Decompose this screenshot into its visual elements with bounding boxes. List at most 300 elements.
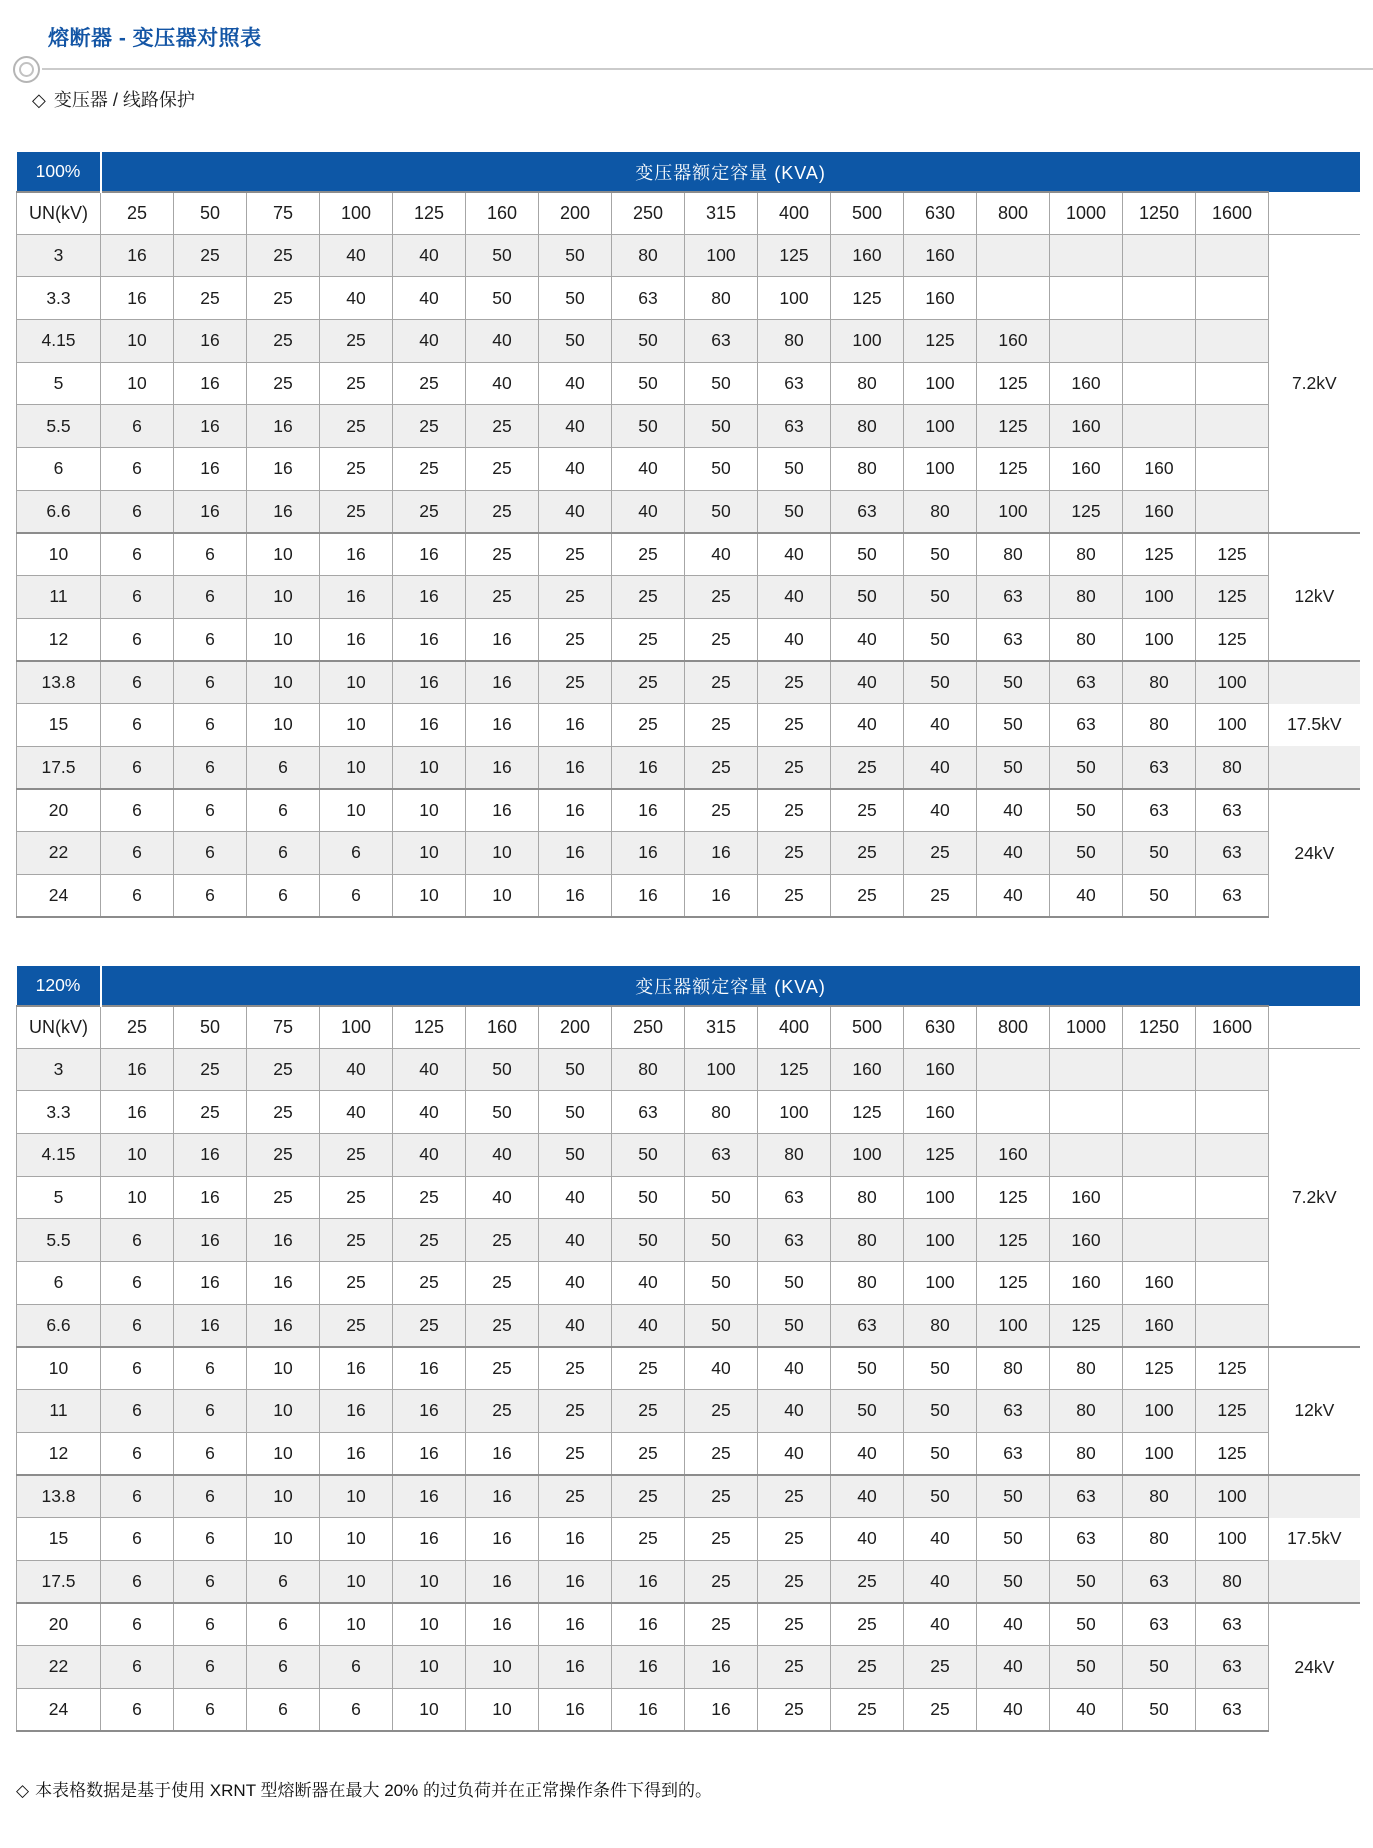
fuse-rating-cell: 16 xyxy=(393,533,466,576)
fuse-rating-cell: 50 xyxy=(1123,1646,1196,1689)
fuse-rating-cell: 50 xyxy=(685,490,758,533)
fuse-rating-cell: 100 xyxy=(758,277,831,320)
fuse-rating-cell: 6 xyxy=(101,533,174,576)
kva-column-header: 250 xyxy=(612,192,685,234)
fuse-rating-cell: 50 xyxy=(685,362,758,405)
fuse-rating-cell: 50 xyxy=(539,277,612,320)
fuse-rating-cell: 50 xyxy=(539,319,612,362)
table-row xyxy=(17,618,1360,661)
fuse-rating-cell: 16 xyxy=(101,1048,174,1091)
fuse-rating-cell: 40 xyxy=(393,1091,466,1134)
un-value: 11 xyxy=(17,1390,101,1433)
voltage-class-cell xyxy=(1269,1475,1360,1603)
fuse-rating-cell: 6 xyxy=(101,618,174,661)
fuse-rating-cell: 25 xyxy=(393,405,466,448)
kva-column-header: 1000 xyxy=(1050,1006,1123,1048)
fuse-rating-cell: 16 xyxy=(393,1347,466,1390)
fuse-rating-cell: 16 xyxy=(539,1688,612,1731)
fuse-rating-cell: 100 xyxy=(1123,576,1196,619)
fuse-rating-cell: 16 xyxy=(539,832,612,875)
fuse-rating-cell: 50 xyxy=(904,1347,977,1390)
fuse-rating-cell: 40 xyxy=(831,704,904,747)
un-value: 5.5 xyxy=(17,405,101,448)
fuse-rating-cell: 10 xyxy=(393,1603,466,1646)
fuse-rating-cell: 160 xyxy=(1123,1261,1196,1304)
un-value: 20 xyxy=(17,1603,101,1646)
fuse-rating-cell: 25 xyxy=(758,1603,831,1646)
fuse-transformer-table xyxy=(16,966,1360,1732)
fuse-rating-cell: 63 xyxy=(758,1176,831,1219)
fuse-rating-cell: 63 xyxy=(1196,874,1269,917)
fuse-rating-cell: 25 xyxy=(466,1261,539,1304)
fuse-rating-cell: 63 xyxy=(758,1219,831,1262)
fuse-rating-cell: 125 xyxy=(1196,533,1269,576)
percent-cell: 120% xyxy=(17,966,101,1006)
kva-column-header: 100 xyxy=(320,1006,393,1048)
fuse-rating-cell: 25 xyxy=(612,1475,685,1518)
fuse-rating-cell: 125 xyxy=(977,1176,1050,1219)
fuse-rating-cell xyxy=(1196,1261,1269,1304)
fuse-rating-cell: 125 xyxy=(1123,533,1196,576)
fuse-rating-cell: 16 xyxy=(247,447,320,490)
fuse-rating-cell: 100 xyxy=(1196,661,1269,704)
fuse-rating-cell: 40 xyxy=(393,277,466,320)
table-row xyxy=(17,490,1360,533)
fuse-rating-cell xyxy=(1123,1176,1196,1219)
fuse-rating-cell: 50 xyxy=(1050,832,1123,875)
fuse-rating-cell xyxy=(1123,319,1196,362)
fuse-rating-cell: 50 xyxy=(977,1475,1050,1518)
fuse-rating-cell: 25 xyxy=(393,1304,466,1347)
fuse-rating-cell: 63 xyxy=(1050,661,1123,704)
un-value: 12 xyxy=(17,1432,101,1475)
fuse-rating-cell: 6 xyxy=(247,832,320,875)
fuse-rating-cell: 16 xyxy=(174,362,247,405)
fuse-rating-cell: 6 xyxy=(101,789,174,832)
fuse-rating-cell: 6 xyxy=(320,1646,393,1689)
fuse-rating-cell: 40 xyxy=(831,618,904,661)
un-value: 3.3 xyxy=(17,1091,101,1134)
table-row xyxy=(17,1219,1360,1262)
fuse-rating-cell: 50 xyxy=(1123,874,1196,917)
fuse-rating-cell: 16 xyxy=(247,1304,320,1347)
kva-column-header: 160 xyxy=(466,192,539,234)
fuse-rating-cell: 125 xyxy=(1196,576,1269,619)
fuse-rating-cell: 40 xyxy=(393,1133,466,1176)
kva-column-header: 800 xyxy=(977,1006,1050,1048)
fuse-rating-cell: 10 xyxy=(101,1176,174,1219)
fuse-rating-cell: 10 xyxy=(247,618,320,661)
fuse-rating-cell: 40 xyxy=(612,1304,685,1347)
fuse-rating-cell: 16 xyxy=(612,746,685,789)
fuse-rating-cell: 50 xyxy=(1123,1688,1196,1731)
fuse-rating-cell: 63 xyxy=(1050,704,1123,747)
fuse-rating-cell: 25 xyxy=(758,1560,831,1603)
fuse-rating-cell: 25 xyxy=(685,789,758,832)
fuse-rating-cell: 125 xyxy=(1050,490,1123,533)
fuse-rating-cell: 50 xyxy=(1050,1603,1123,1646)
fuse-rating-cell: 25 xyxy=(612,1347,685,1390)
fuse-rating-cell: 25 xyxy=(320,1304,393,1347)
fuse-rating-cell: 6 xyxy=(174,576,247,619)
fuse-rating-cell: 6 xyxy=(101,1688,174,1731)
fuse-rating-cell: 50 xyxy=(758,1261,831,1304)
fuse-rating-cell: 80 xyxy=(831,447,904,490)
table-row xyxy=(17,362,1360,405)
fuse-rating-cell: 25 xyxy=(831,1603,904,1646)
table-row xyxy=(17,789,1360,832)
fuse-rating-cell: 160 xyxy=(831,1048,904,1091)
fuse-rating-cell: 50 xyxy=(1050,789,1123,832)
fuse-rating-cell: 50 xyxy=(977,746,1050,789)
fuse-rating-cell: 6 xyxy=(174,1475,247,1518)
fuse-rating-cell: 40 xyxy=(539,405,612,448)
fuse-rating-cell: 80 xyxy=(1123,704,1196,747)
fuse-rating-cell: 50 xyxy=(904,661,977,704)
fuse-rating-cell: 160 xyxy=(904,234,977,277)
fuse-rating-cell: 16 xyxy=(393,1475,466,1518)
table-row xyxy=(17,1688,1360,1731)
fuse-rating-cell xyxy=(977,234,1050,277)
fuse-rating-cell: 50 xyxy=(612,1133,685,1176)
fuse-rating-cell: 6 xyxy=(320,874,393,917)
fuse-rating-cell: 40 xyxy=(466,1133,539,1176)
fuse-rating-cell: 16 xyxy=(320,576,393,619)
fuse-rating-cell: 50 xyxy=(466,234,539,277)
fuse-rating-cell: 40 xyxy=(831,661,904,704)
fuse-rating-cell: 80 xyxy=(977,533,1050,576)
voltage-class-label: 12kV xyxy=(1294,1400,1335,1421)
fuse-rating-cell xyxy=(1196,277,1269,320)
voltage-class-label: 12kV xyxy=(1294,586,1335,607)
fuse-rating-cell: 63 xyxy=(831,490,904,533)
fuse-rating-cell: 25 xyxy=(612,704,685,747)
fuse-rating-cell: 25 xyxy=(539,533,612,576)
fuse-rating-cell: 80 xyxy=(612,234,685,277)
fuse-rating-cell: 10 xyxy=(247,533,320,576)
fuse-rating-cell: 16 xyxy=(174,1261,247,1304)
fuse-rating-cell: 125 xyxy=(831,277,904,320)
fuse-rating-cell xyxy=(1123,234,1196,277)
fuse-transformer-table xyxy=(16,152,1360,918)
fuse-rating-cell: 16 xyxy=(539,789,612,832)
voltage-class-label: 17.5kV xyxy=(1287,714,1342,735)
fuse-rating-cell: 125 xyxy=(1196,1347,1269,1390)
fuse-rating-cell: 25 xyxy=(247,1133,320,1176)
fuse-rating-cell: 125 xyxy=(904,319,977,362)
kva-column-header: 100 xyxy=(320,192,393,234)
section-subtitle-text: 变压器 / 线路保护 xyxy=(53,90,195,110)
fuse-rating-cell: 25 xyxy=(393,447,466,490)
table-row xyxy=(17,1091,1360,1134)
table-row xyxy=(17,1518,1360,1561)
un-value: 15 xyxy=(17,704,101,747)
fuse-rating-cell: 25 xyxy=(685,1390,758,1433)
fuse-rating-cell: 25 xyxy=(393,1261,466,1304)
fuse-rating-cell: 50 xyxy=(466,1091,539,1134)
fuse-rating-cell: 25 xyxy=(174,277,247,320)
fuse-rating-cell xyxy=(1123,277,1196,320)
fuse-rating-cell: 16 xyxy=(393,1432,466,1475)
table-row xyxy=(17,1475,1360,1518)
fuse-rating-cell: 25 xyxy=(539,1432,612,1475)
fuse-rating-cell xyxy=(1050,234,1123,277)
fuse-rating-cell: 40 xyxy=(758,1432,831,1475)
fuse-rating-cell: 6 xyxy=(101,1646,174,1689)
fuse-rating-cell: 16 xyxy=(247,490,320,533)
un-value: 5 xyxy=(17,362,101,405)
fuse-rating-cell: 80 xyxy=(831,405,904,448)
voltage-class-cell xyxy=(1269,661,1360,789)
fuse-rating-cell: 80 xyxy=(1050,576,1123,619)
voltage-class-label: 24kV xyxy=(1294,842,1335,863)
fuse-rating-cell: 50 xyxy=(685,1304,758,1347)
fuse-rating-cell xyxy=(1050,1133,1123,1176)
fuse-rating-cell: 25 xyxy=(612,533,685,576)
fuse-rating-cell: 16 xyxy=(466,746,539,789)
kva-column-header: 400 xyxy=(758,192,831,234)
fuse-rating-cell: 50 xyxy=(831,1390,904,1433)
fuse-rating-cell: 40 xyxy=(539,362,612,405)
fuse-rating-cell: 10 xyxy=(466,832,539,875)
fuse-rating-cell: 50 xyxy=(466,277,539,320)
fuse-rating-cell xyxy=(1196,1304,1269,1347)
fuse-rating-cell: 25 xyxy=(247,277,320,320)
fuse-rating-cell: 40 xyxy=(685,533,758,576)
kva-column-header: 500 xyxy=(831,1006,904,1048)
kva-column-header: 315 xyxy=(685,1006,758,1048)
fuse-rating-cell: 80 xyxy=(904,1304,977,1347)
fuse-rating-cell: 100 xyxy=(685,234,758,277)
fuse-rating-cell xyxy=(1196,1219,1269,1262)
fuse-rating-cell xyxy=(1196,319,1269,362)
fuse-rating-cell: 6 xyxy=(174,874,247,917)
fuse-rating-cell: 25 xyxy=(612,618,685,661)
fuse-rating-cell: 6 xyxy=(101,1475,174,1518)
fuse-rating-cell: 100 xyxy=(977,490,1050,533)
fuse-rating-cell: 16 xyxy=(466,1560,539,1603)
fuse-rating-cell: 63 xyxy=(758,362,831,405)
fuse-rating-cell: 40 xyxy=(612,490,685,533)
kva-column-header: 25 xyxy=(101,1006,174,1048)
fuse-rating-cell: 6 xyxy=(174,1688,247,1731)
fuse-rating-cell: 25 xyxy=(685,661,758,704)
fuse-rating-cell: 10 xyxy=(393,832,466,875)
fuse-rating-cell: 6 xyxy=(247,1560,320,1603)
fuse-rating-cell: 6 xyxy=(101,1518,174,1561)
fuse-rating-cell: 50 xyxy=(831,576,904,619)
fuse-rating-cell: 63 xyxy=(758,405,831,448)
fuse-rating-cell: 10 xyxy=(320,789,393,832)
fuse-rating-cell: 63 xyxy=(1123,789,1196,832)
fuse-rating-cell: 25 xyxy=(466,447,539,490)
fuse-rating-cell: 10 xyxy=(466,1688,539,1731)
fuse-rating-cell: 16 xyxy=(174,319,247,362)
fuse-rating-cell: 125 xyxy=(1050,1304,1123,1347)
fuse-rating-cell: 40 xyxy=(466,319,539,362)
fuse-rating-cell: 16 xyxy=(174,1304,247,1347)
fuse-rating-cell: 63 xyxy=(977,576,1050,619)
fuse-rating-cell: 25 xyxy=(539,576,612,619)
fuse-rating-cell: 80 xyxy=(831,1261,904,1304)
fuse-rating-cell: 40 xyxy=(977,789,1050,832)
fuse-rating-cell: 10 xyxy=(247,1475,320,1518)
fuse-rating-cell: 50 xyxy=(685,405,758,448)
fuse-rating-cell xyxy=(977,1048,1050,1091)
fuse-rating-cell: 25 xyxy=(612,576,685,619)
un-value: 5 xyxy=(17,1176,101,1219)
fuse-rating-cell: 25 xyxy=(320,1261,393,1304)
fuse-rating-cell: 100 xyxy=(1123,618,1196,661)
fuse-rating-cell: 25 xyxy=(320,319,393,362)
fuse-rating-cell: 50 xyxy=(612,1219,685,1262)
table-row xyxy=(17,704,1360,747)
fuse-rating-cell: 6 xyxy=(247,1646,320,1689)
table-row xyxy=(17,1603,1360,1646)
fuse-rating-cell: 6 xyxy=(247,789,320,832)
kva-column-header: 200 xyxy=(539,192,612,234)
fuse-rating-cell: 25 xyxy=(174,234,247,277)
un-value: 20 xyxy=(17,789,101,832)
fuse-rating-cell: 50 xyxy=(758,490,831,533)
fuse-rating-cell: 40 xyxy=(539,1219,612,1262)
voltage-class-cell xyxy=(1269,1603,1360,1731)
fuse-rating-cell: 50 xyxy=(831,1347,904,1390)
fuse-rating-cell: 125 xyxy=(904,1133,977,1176)
fuse-rating-cell: 25 xyxy=(758,1646,831,1689)
fuse-rating-cell: 6 xyxy=(320,832,393,875)
fuse-rating-cell: 16 xyxy=(393,618,466,661)
fuse-rating-cell: 6 xyxy=(101,1432,174,1475)
fuse-rating-cell: 16 xyxy=(612,789,685,832)
fuse-rating-cell: 40 xyxy=(1050,874,1123,917)
fuse-rating-cell: 100 xyxy=(1196,704,1269,747)
fuse-rating-cell: 63 xyxy=(1196,789,1269,832)
fuse-rating-cell xyxy=(1123,1219,1196,1262)
table-row xyxy=(17,1432,1360,1475)
fuse-rating-cell: 25 xyxy=(393,490,466,533)
fuse-rating-cell: 25 xyxy=(320,1219,393,1262)
fuse-rating-cell xyxy=(1050,1048,1123,1091)
fuse-rating-cell: 25 xyxy=(758,1475,831,1518)
fuse-rating-cell: 10 xyxy=(320,1603,393,1646)
fuse-rating-cell: 16 xyxy=(101,277,174,320)
fuse-rating-cell: 50 xyxy=(1050,1560,1123,1603)
fuse-rating-cell: 40 xyxy=(831,1518,904,1561)
fuse-rating-cell: 50 xyxy=(977,704,1050,747)
fuse-rating-cell: 50 xyxy=(904,1432,977,1475)
fuse-rating-cell: 100 xyxy=(904,1261,977,1304)
table-row xyxy=(17,1646,1360,1689)
fuse-rating-cell: 6 xyxy=(101,661,174,704)
un-value: 4.15 xyxy=(17,319,101,362)
fuse-rating-cell xyxy=(1196,1133,1269,1176)
fuse-rating-cell: 63 xyxy=(685,1133,758,1176)
fuse-rating-cell: 6 xyxy=(101,704,174,747)
table-row xyxy=(17,277,1360,320)
fuse-rating-cell: 50 xyxy=(904,1475,977,1518)
fuse-rating-cell: 100 xyxy=(831,1133,904,1176)
fuse-rating-cell: 16 xyxy=(393,704,466,747)
kva-column-header: 200 xyxy=(539,1006,612,1048)
fuse-rating-cell: 25 xyxy=(758,704,831,747)
fuse-rating-cell: 100 xyxy=(904,1219,977,1262)
fuse-rating-cell: 25 xyxy=(174,1048,247,1091)
fuse-rating-cell: 125 xyxy=(977,405,1050,448)
fuse-rating-cell: 25 xyxy=(612,661,685,704)
page-title: 熔断器 - 变压器对照表 xyxy=(48,27,262,50)
fuse-rating-cell: 25 xyxy=(320,1176,393,1219)
fuse-rating-cell: 10 xyxy=(393,874,466,917)
fuse-rating-cell: 6 xyxy=(174,1560,247,1603)
fuse-rating-cell: 40 xyxy=(758,533,831,576)
fuse-rating-cell: 6 xyxy=(174,1518,247,1561)
fuse-rating-cell: 80 xyxy=(758,319,831,362)
fuse-rating-cell: 6 xyxy=(174,1390,247,1433)
fuse-rating-cell: 16 xyxy=(539,1518,612,1561)
fuse-rating-cell: 50 xyxy=(612,319,685,362)
fuse-rating-cell: 63 xyxy=(1196,1688,1269,1731)
fuse-rating-cell: 80 xyxy=(977,1347,1050,1390)
fuse-rating-cell: 100 xyxy=(831,319,904,362)
fuse-rating-cell: 25 xyxy=(758,874,831,917)
fuse-rating-cell: 6 xyxy=(101,1219,174,1262)
un-value: 24 xyxy=(17,1688,101,1731)
kva-column-header: 315 xyxy=(685,192,758,234)
table-row xyxy=(17,1261,1360,1304)
kva-column-header: 250 xyxy=(612,1006,685,1048)
fuse-rating-cell: 40 xyxy=(612,1261,685,1304)
fuse-rating-cell: 16 xyxy=(174,490,247,533)
fuse-rating-cell: 50 xyxy=(1123,832,1196,875)
fuse-rating-cell: 50 xyxy=(685,1176,758,1219)
fuse-rating-cell: 25 xyxy=(393,362,466,405)
fuse-rating-cell: 63 xyxy=(612,277,685,320)
fuse-rating-cell: 25 xyxy=(247,1176,320,1219)
fuse-rating-cell: 10 xyxy=(466,874,539,917)
table-row xyxy=(17,1176,1360,1219)
table-row xyxy=(17,1048,1360,1091)
kva-column-header: 160 xyxy=(466,1006,539,1048)
fuse-rating-cell: 25 xyxy=(320,1133,393,1176)
fuse-rating-cell: 6 xyxy=(101,1261,174,1304)
fuse-rating-cell: 40 xyxy=(831,1475,904,1518)
fuse-rating-cell: 80 xyxy=(1123,1475,1196,1518)
fuse-rating-cell: 160 xyxy=(977,319,1050,362)
fuse-rating-cell: 25 xyxy=(904,1688,977,1731)
fuse-rating-cell: 6 xyxy=(101,1347,174,1390)
fuse-rating-cell xyxy=(1123,1091,1196,1134)
fuse-rating-cell: 16 xyxy=(320,1432,393,1475)
kva-column-header: 500 xyxy=(831,192,904,234)
fuse-rating-cell: 100 xyxy=(904,447,977,490)
un-kv-header: UN(kV) xyxy=(17,192,101,234)
fuse-rating-cell: 25 xyxy=(831,1688,904,1731)
voltage-class-cell xyxy=(1269,533,1360,661)
un-value: 15 xyxy=(17,1518,101,1561)
fuse-rating-cell: 10 xyxy=(101,362,174,405)
fuse-rating-cell: 10 xyxy=(393,1688,466,1731)
fuse-table-120-percent xyxy=(16,966,1359,1732)
fuse-rating-cell: 16 xyxy=(174,405,247,448)
fuse-rating-cell: 25 xyxy=(612,1390,685,1433)
un-value: 12 xyxy=(17,618,101,661)
fuse-rating-cell: 50 xyxy=(904,533,977,576)
fuse-rating-cell: 16 xyxy=(466,704,539,747)
fuse-rating-cell: 40 xyxy=(539,1176,612,1219)
table-row xyxy=(17,874,1360,917)
fuse-rating-cell: 25 xyxy=(831,789,904,832)
